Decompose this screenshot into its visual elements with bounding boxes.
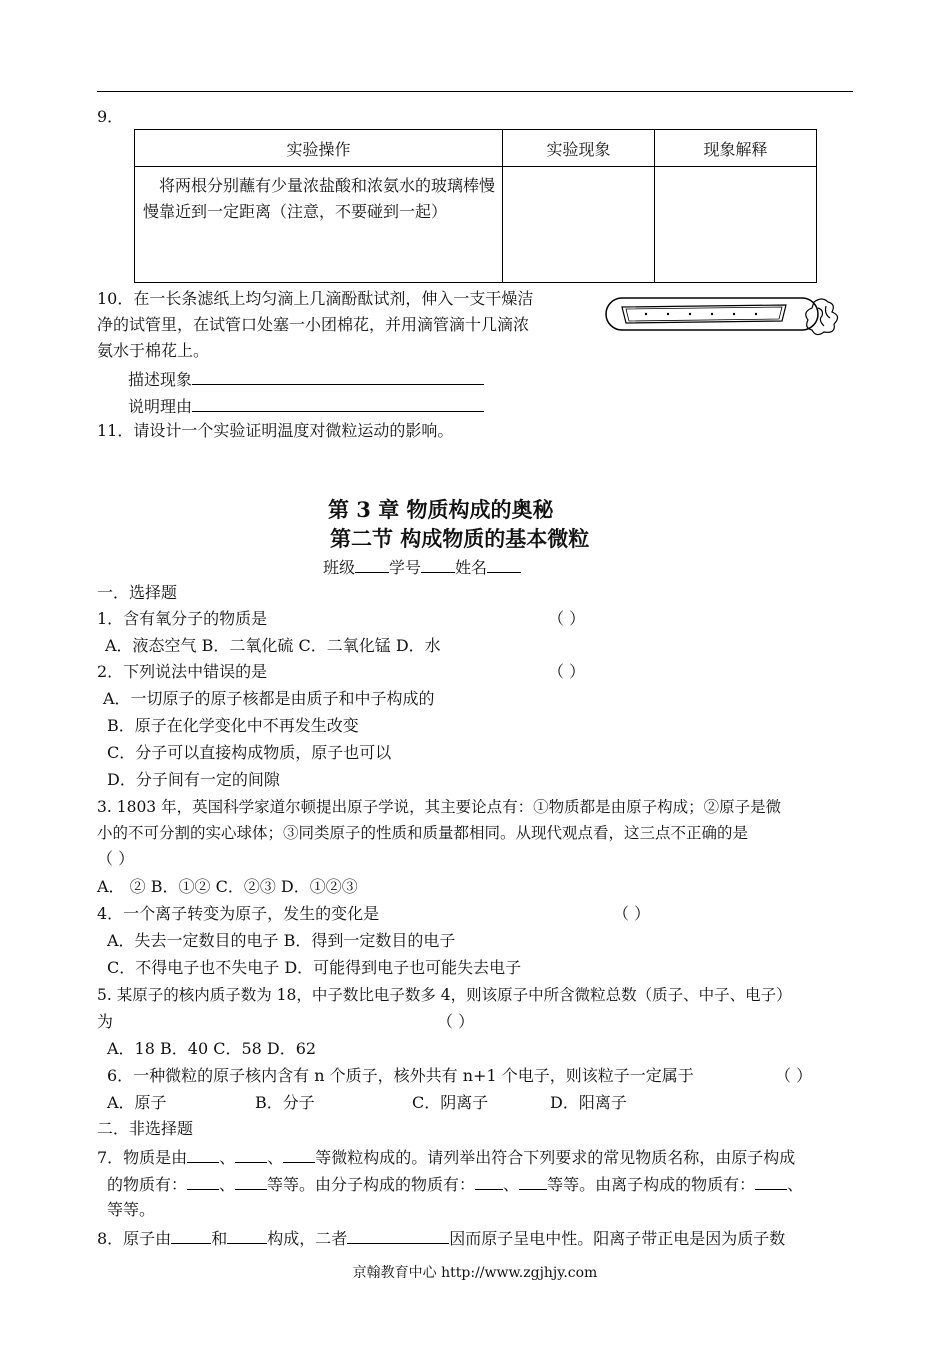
q7-line-3: 等等。 bbox=[107, 1200, 156, 1219]
part2-title: 二．非选择题 bbox=[97, 1119, 194, 1138]
q7-blank-4[interactable] bbox=[187, 1173, 219, 1190]
section-title: 第二节 构成物质的基本微粒 bbox=[330, 526, 590, 551]
q7-line-1: 7．物质是由 、 、 等微粒构成的。请列举出符合下列要求的常见物质名称，由原子构成 bbox=[97, 1148, 796, 1167]
reason-label: 说明理由 bbox=[128, 397, 193, 416]
q6-option-b: B．分子 bbox=[255, 1093, 315, 1112]
q6-option-c: C．阴离子 bbox=[412, 1093, 489, 1112]
chapter-title: 第 3 章 物质构成的奥秘 bbox=[328, 497, 554, 522]
table-header-operation: 实验操作 bbox=[135, 130, 503, 167]
q3-line-2: 小的不可分割的实心球体；③同类原子的性质和质量都相同。从现代观点看，这三点不正确的是 bbox=[97, 824, 749, 842]
experiment-table bbox=[134, 129, 817, 283]
q8-blank-1[interactable] bbox=[171, 1227, 211, 1244]
q8-blank-3[interactable] bbox=[347, 1227, 449, 1244]
q2-option-d: D．分子间有一定的间隙 bbox=[107, 770, 280, 789]
describe-phenomenon-row bbox=[128, 368, 484, 390]
describe-label: 描述现象 bbox=[128, 370, 193, 389]
q8-line: 8．原子由 和 构成，二者 因而原子呈电中性。阳离子带正电是因为质子数 bbox=[97, 1229, 786, 1248]
q5-answer-paren[interactable]: （ ） bbox=[437, 1012, 475, 1031]
footer-text: 京翰教育中心 http://www.zgjhjy.com bbox=[352, 1265, 598, 1281]
q5-line-2: 为 bbox=[97, 1012, 114, 1031]
student-id-blank[interactable] bbox=[421, 556, 455, 573]
q7-blank-1[interactable] bbox=[187, 1146, 219, 1163]
q7-blank-3[interactable] bbox=[283, 1146, 315, 1163]
q6-option-d: D．阳离子 bbox=[550, 1093, 627, 1112]
q11-text: 11．请设计一个实验证明温度对微粒运动的影响。 bbox=[97, 421, 454, 440]
q7-blank-6[interactable] bbox=[475, 1173, 503, 1190]
q1-options: A．液态空气 B．二氧化硫 C．二氧化锰 D．水 bbox=[105, 636, 441, 655]
q4-answer-paren[interactable]: （ ） bbox=[613, 904, 651, 923]
q8-blank-2[interactable] bbox=[227, 1227, 267, 1244]
q7-blank-2[interactable] bbox=[235, 1146, 267, 1163]
table-cell-explanation[interactable] bbox=[655, 167, 817, 283]
cotton-plug bbox=[806, 299, 838, 335]
student-id-label: 学号 bbox=[389, 558, 422, 577]
q7-blank-5[interactable] bbox=[235, 1173, 267, 1190]
table-cell-phenomenon[interactable] bbox=[503, 167, 655, 283]
student-info-row bbox=[323, 556, 521, 578]
q1-answer-paren[interactable]: （ ） bbox=[548, 609, 586, 628]
table-header-phenomenon: 实验现象 bbox=[503, 130, 655, 167]
q2-option-b: B．原子在化学变化中不再发生改变 bbox=[107, 716, 359, 735]
q9-number: 9． bbox=[97, 107, 124, 126]
part1-title: 一．选择题 bbox=[97, 583, 178, 602]
table-header-explanation: 现象解释 bbox=[655, 130, 817, 167]
q3-line-1: 3. 1803 年，英国科学家道尔顿提出原子学说，其主要论点有：①物质都是由原子构成；②原子是微 bbox=[97, 798, 782, 816]
class-label: 班级 bbox=[323, 558, 356, 577]
class-blank[interactable] bbox=[355, 556, 389, 573]
q2-stem: 2．下列说法中错误的是 bbox=[97, 662, 268, 681]
q6-stem: 6．一种微粒的原子核内含有 n 个质子，核外共有 n+1 个电子，则该粒子一定属于 bbox=[107, 1066, 694, 1085]
q2-option-a: A．一切原子的原子核都是由质子和中子构成的 bbox=[103, 689, 435, 708]
q1-stem: 1．含有氧分子的物质是 bbox=[97, 609, 268, 628]
q10-line-1: 10．在一长条滤纸上均匀滴上几滴酚酞试剂，伸入一支干燥洁 bbox=[97, 289, 534, 308]
top-rule bbox=[97, 91, 853, 92]
q7-blank-7[interactable] bbox=[519, 1173, 547, 1190]
q5-options: A．18 B．40 C．58 D．62 bbox=[107, 1039, 317, 1058]
name-blank[interactable] bbox=[487, 556, 521, 573]
name-label: 姓名 bbox=[455, 558, 488, 577]
q6-option-a: A．原子 bbox=[107, 1093, 167, 1112]
q10-line-3: 氨水于棉花上。 bbox=[97, 341, 210, 360]
describe-answer-blank[interactable] bbox=[192, 368, 484, 385]
q5-line-1: 5. 某原子的核内质子数为 18，中子数比电子数多 4，则该原子中所含微粒总数（质子、中子、电子） bbox=[97, 986, 792, 1004]
q4-stem: 4．一个离子转变为原子，发生的变化是 bbox=[97, 904, 380, 923]
table-cell-operation: 将两根分别蘸有少量浓盐酸和浓氨水的玻璃棒慢慢靠近到一定距离（注意，不要碰到一起） bbox=[135, 167, 503, 283]
q3-answer-paren[interactable]: （ ） bbox=[97, 849, 135, 868]
q2-answer-paren[interactable]: （ ） bbox=[548, 662, 586, 681]
q4-options-cd: C．不得电子也不失电子 D．可能得到电子也可能失去电子 bbox=[107, 958, 522, 977]
q3-options: A． ② B．①② C．②③ D．①②③ bbox=[97, 877, 358, 896]
q10-line-2: 净的试管里，在试管口处塞一小团棉花，并用滴管滴十几滴浓 bbox=[97, 315, 530, 334]
q4-options-ab: A．失去一定数目的电子 B．得到一定数目的电子 bbox=[107, 931, 456, 950]
q6-answer-paren[interactable]: （ ） bbox=[775, 1066, 813, 1085]
reason-answer-blank[interactable] bbox=[192, 395, 484, 412]
q7-line-2: 的物质有： 、 等等。由分子构成的物质有： 、 等等。由离子构成的物质有： 、 bbox=[107, 1175, 804, 1194]
test-tube-illustration bbox=[604, 288, 844, 340]
q7-blank-8[interactable] bbox=[755, 1173, 787, 1190]
explain-reason-row bbox=[128, 395, 484, 417]
q2-option-c: C．分子可以直接构成物质，原子也可以 bbox=[107, 743, 392, 762]
